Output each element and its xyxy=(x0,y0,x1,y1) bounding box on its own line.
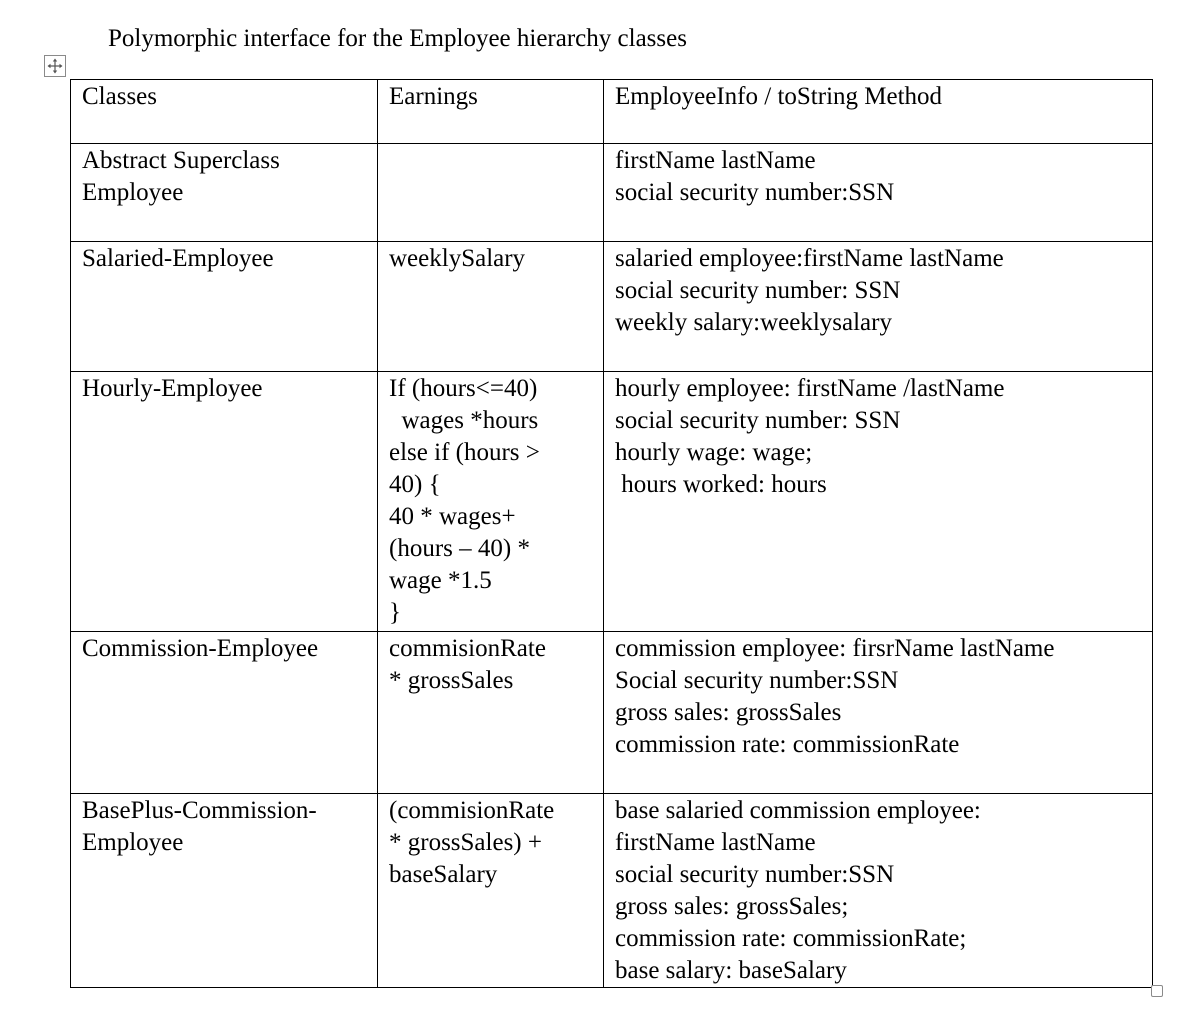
info-line: social security number: SSN xyxy=(615,277,901,304)
earnings-line: wage *1.5 xyxy=(389,567,492,594)
class-cell[interactable] xyxy=(71,372,378,632)
earnings-line: * grossSales xyxy=(389,667,514,694)
class-line: Commission-Employee xyxy=(82,635,319,662)
info-line: hourly wage: wage; xyxy=(615,439,813,466)
info-cell[interactable] xyxy=(604,372,1153,632)
class-cell[interactable] xyxy=(71,632,378,794)
class-line: Abstract Superclass xyxy=(82,147,280,174)
table-row xyxy=(71,372,1153,632)
earnings-cell[interactable] xyxy=(378,632,604,794)
class-line: Employee xyxy=(82,179,184,206)
header-earnings-text: Earnings xyxy=(389,83,478,110)
employee-hierarchy-table xyxy=(70,79,1153,988)
earnings-cell[interactable] xyxy=(378,242,604,372)
earnings-line: * grossSales) + xyxy=(389,829,542,856)
header-classes[interactable] xyxy=(71,80,378,144)
header-info-text: EmployeeInfo / toString Method xyxy=(615,83,943,110)
info-cell[interactable] xyxy=(604,632,1153,794)
earnings-cell[interactable] xyxy=(378,794,604,988)
info-line: weekly salary:weeklysalary xyxy=(615,309,892,336)
earnings-line: commisionRate xyxy=(389,635,546,662)
info-cell[interactable] xyxy=(604,144,1153,242)
earnings-line: weeklySalary xyxy=(389,245,526,272)
table-row xyxy=(71,144,1153,242)
header-classes-text: Classes xyxy=(82,83,157,110)
earnings-cell[interactable] xyxy=(378,144,604,242)
info-line: social security number:SSN xyxy=(615,861,895,888)
info-line: gross sales: grossSales; xyxy=(615,893,849,920)
info-line: Social security number:SSN xyxy=(615,667,899,694)
info-cell[interactable] xyxy=(604,242,1153,372)
class-cell[interactable] xyxy=(71,144,378,242)
table-header-row xyxy=(71,80,1153,144)
earnings-line: (hours – 40) * xyxy=(389,535,530,562)
info-line: firstName lastName xyxy=(615,147,816,174)
earnings-line: (commisionRate xyxy=(389,797,555,824)
table-resize-handle-icon[interactable] xyxy=(1151,985,1163,997)
info-line: firstName lastName xyxy=(615,829,816,856)
info-line: gross sales: grossSales xyxy=(615,699,842,726)
info-cell[interactable] xyxy=(604,794,1153,988)
earnings-line: If (hours<=40) xyxy=(389,375,538,402)
class-line: Hourly-Employee xyxy=(82,375,263,402)
earnings-line: else if (hours > xyxy=(389,439,540,466)
info-line: social security number:SSN xyxy=(615,179,895,206)
earnings-line: wages *hours xyxy=(389,407,539,434)
class-line: Employee xyxy=(82,829,184,856)
earnings-line: 40) { xyxy=(389,471,441,498)
move-arrows-icon xyxy=(47,58,63,74)
class-line: BasePlus-Commission- xyxy=(82,797,317,824)
info-line: commission employee: firsrName lastName xyxy=(615,635,1055,662)
header-info[interactable] xyxy=(604,80,1153,144)
earnings-line: 40 * wages+ xyxy=(389,503,516,530)
page-title: Polymorphic interface for the Employee hierarchy classes xyxy=(108,25,687,52)
info-line: hourly employee: firstName /lastName xyxy=(615,375,1005,402)
class-cell[interactable] xyxy=(71,794,378,988)
table-move-handle-icon[interactable] xyxy=(44,55,66,77)
info-line: base salaried commission employee: xyxy=(615,797,981,824)
table-row xyxy=(71,632,1153,794)
class-cell[interactable] xyxy=(71,242,378,372)
class-line: Salaried-Employee xyxy=(82,245,274,272)
earnings-cell[interactable] xyxy=(378,372,604,632)
info-line: commission rate: commissionRate xyxy=(615,731,960,758)
table-row xyxy=(71,242,1153,372)
info-line: salaried employee:firstName lastName xyxy=(615,245,1004,272)
info-line: commission rate: commissionRate; xyxy=(615,925,967,952)
earnings-line: } xyxy=(389,599,401,626)
earnings-line: baseSalary xyxy=(389,861,498,888)
info-line: social security number: SSN xyxy=(615,407,901,434)
table-row xyxy=(71,794,1153,988)
info-line: base salary: baseSalary xyxy=(615,957,847,984)
info-line: hours worked: hours xyxy=(615,471,827,498)
header-earnings[interactable] xyxy=(378,80,604,144)
